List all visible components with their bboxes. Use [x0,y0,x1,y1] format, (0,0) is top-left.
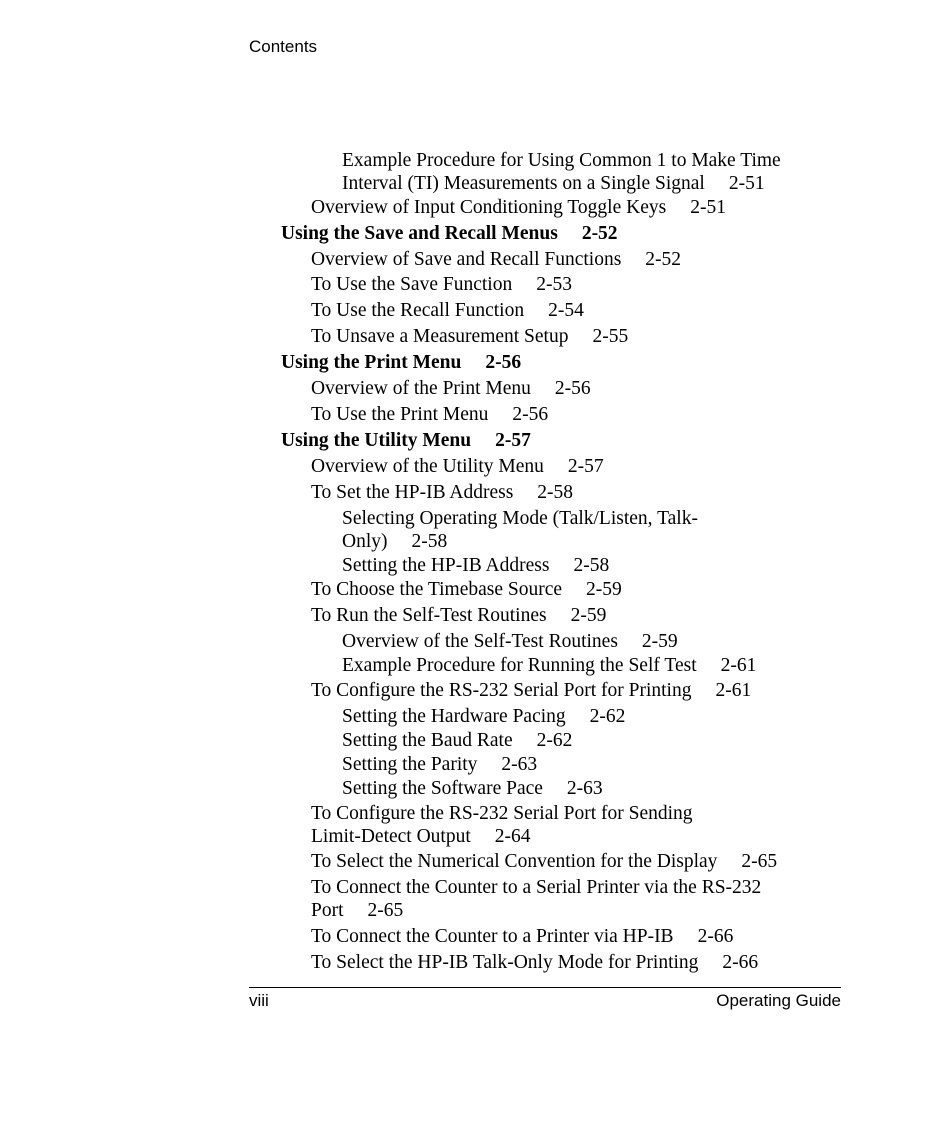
toc-entry-line [342,507,698,530]
toc-entry-line [342,729,572,752]
footer-page-number: viii [249,991,269,1010]
toc-entry[interactable] [311,578,622,601]
toc-entry-title: Using the Print Menu [281,352,462,373]
toc-section-heading[interactable] [281,351,521,374]
toc-entry-title: To Use the Save Function [311,274,513,295]
toc-entry[interactable] [311,196,726,219]
toc-entry-title: Setting the Hardware Pacing [342,706,566,727]
toc-entry-title: Using the Save and Recall Menus [281,223,558,244]
toc-entry[interactable] [311,299,584,322]
toc-entry-title: To Connect the Counter to a Serial Printer via the RS-232 [311,877,762,898]
toc-entry[interactable] [311,604,606,627]
toc-entry[interactable] [311,325,628,348]
toc-entry-line [311,325,628,348]
toc-entry-title: Selecting Operating Mode (Talk/Listen, Talk- [342,508,698,529]
toc-page-number: 2-65 [367,900,404,921]
toc-page-number: 2-52 [581,223,618,244]
footer-rule [249,987,841,988]
toc-page-number: 2-58 [573,555,610,576]
toc-entry[interactable] [311,802,693,848]
toc-entry[interactable] [311,951,758,974]
toc-entry-line [311,196,726,219]
toc-entry[interactable] [311,455,604,478]
toc-entry-line [311,925,733,948]
toc-entry-title: Overview of the Utility Menu [311,456,544,477]
toc-entry-line [311,403,548,426]
toc-page-number: 2-58 [411,531,448,552]
toc-page-number: 2-62 [589,706,626,727]
toc-entry-line [311,299,584,322]
toc-entry-title: Example Procedure for Running the Self Test [342,655,697,676]
toc-entry-title: Example Procedure for Using Common 1 to Make Time [342,150,781,171]
toc-entry[interactable] [342,507,698,553]
toc-entry[interactable] [311,850,777,873]
toc-entry-title: Setting the Parity [342,754,478,775]
toc-page-number: 2-51 [690,197,726,218]
toc-page-number: 2-66 [697,926,734,947]
toc-entry-title: Overview of the Self-Test Routines [342,631,618,652]
toc-entry-title: To Set the HP-IB Address [311,482,514,503]
toc-entry-line [311,604,606,627]
footer-book-title: Operating Guide [716,991,841,1010]
toc-entry-title: To Use the Print Menu [311,404,489,425]
toc-entry-line [281,351,521,374]
running-head: Contents [249,37,318,56]
toc-entry-title: Overview of Input Conditioning Toggle Keys [311,197,667,218]
toc-page-number: 2-56 [512,404,549,425]
toc-entry[interactable] [311,273,572,296]
toc-page-number: 2-56 [485,352,522,373]
toc-entry-title: Only) [342,531,388,552]
toc-entry[interactable] [311,481,573,504]
toc-entry-line [311,850,777,873]
toc-page-number: 2-61 [720,655,757,676]
toc-entry-title: Limit-Detect Output [311,826,471,847]
toc-page-number: 2-65 [741,851,778,872]
toc-page-number: 2-51 [728,173,765,194]
toc-entry[interactable] [342,753,537,776]
toc-entry[interactable] [342,149,781,195]
toc-entry[interactable] [342,729,572,752]
toc-entry-title: Interval (TI) Measurements on a Single Signal [342,173,705,194]
toc-page-number: 2-57 [495,430,531,451]
toc-page-number: 2-64 [494,826,531,847]
toc-entry-line [281,429,531,452]
toc-entry[interactable] [342,705,625,728]
toc-page-number: 2-61 [715,680,752,701]
toc-entry[interactable] [311,876,761,922]
toc-page-number: 2-53 [536,274,572,295]
toc-page-number: 2-59 [586,579,622,600]
toc-entry-title: To Configure the RS-232 Serial Port for Sending [311,803,693,824]
toc-page-number: 2-62 [536,730,573,751]
toc-entry-line [311,679,751,702]
toc-entry-title: Setting the Baud Rate [342,730,513,751]
toc-entry-line [342,777,603,800]
toc-entry-title: To Run the Self-Test Routines [311,605,547,626]
toc-entry-line [342,630,678,653]
toc-entry-title: Port [311,900,344,921]
toc-entry[interactable] [342,630,678,653]
toc-entry[interactable] [342,654,756,677]
toc-entry-line [311,876,761,899]
toc-page-number: 2-63 [501,754,538,775]
toc-page-number: 2-57 [567,456,604,477]
toc-entry-title: To Unsave a Measurement Setup [311,326,569,347]
toc-entry-line [311,273,572,296]
toc-entry-line [311,802,693,825]
toc-entry[interactable] [342,554,609,577]
toc-entry-line [342,530,698,553]
toc-page-number: 2-56 [554,378,591,399]
toc-page-number: 2-58 [537,482,574,503]
toc-page-number: 2-63 [566,778,603,799]
toc-entry-line [311,578,622,601]
toc-entry-line [342,172,781,195]
toc-entry-line [342,753,537,776]
toc-entry[interactable] [311,248,681,271]
toc-entry-title: To Use the Recall Function [311,300,525,321]
toc-page-number: 2-59 [641,631,678,652]
toc-page-number: 2-55 [592,326,629,347]
toc-section-heading[interactable] [281,222,618,245]
toc-entry-line [342,654,756,677]
toc-entry-title: To Connect the Counter to a Printer via HP-IB [311,926,674,947]
toc-entry[interactable] [311,377,591,400]
toc-entry-line [342,149,781,172]
toc-entry[interactable] [311,925,733,948]
toc-entry-line [311,248,681,271]
toc-entry-title: Setting the Software Pace [342,778,543,799]
toc-entry-title: To Choose the Timebase Source [311,579,563,600]
toc-entry-line [342,705,625,728]
toc-entry-title: Overview of Save and Recall Functions [311,249,622,270]
toc-entry-line [311,455,604,478]
toc-entry-line [281,222,618,245]
toc-entry-title: To Configure the RS-232 Serial Port for Printing [311,680,692,701]
toc-entry-line [311,899,761,922]
toc-entry-line [311,377,591,400]
toc-entry-line [342,554,609,577]
toc-entry-line [311,951,758,974]
toc-entry-line [311,825,693,848]
toc-entry[interactable] [311,403,548,426]
toc-page-number: 2-54 [548,300,584,321]
toc-entry-title: To Select the Numerical Convention for the Display [311,851,718,872]
toc-section-heading[interactable] [281,429,531,452]
toc-entry-title: Overview of the Print Menu [311,378,531,399]
toc-entry[interactable] [311,679,751,702]
toc-page-number: 2-52 [645,249,682,270]
toc-entry-title: To Select the HP-IB Talk-Only Mode for Printing [311,952,699,973]
toc-page-number: 2-59 [570,605,607,626]
toc-page-number: 2-66 [722,952,759,973]
toc-entry-title: Setting the HP-IB Address [342,555,550,576]
toc-entry-title: Using the Utility Menu [281,430,472,451]
toc-entry-line [311,481,573,504]
toc-entry[interactable] [342,777,603,800]
